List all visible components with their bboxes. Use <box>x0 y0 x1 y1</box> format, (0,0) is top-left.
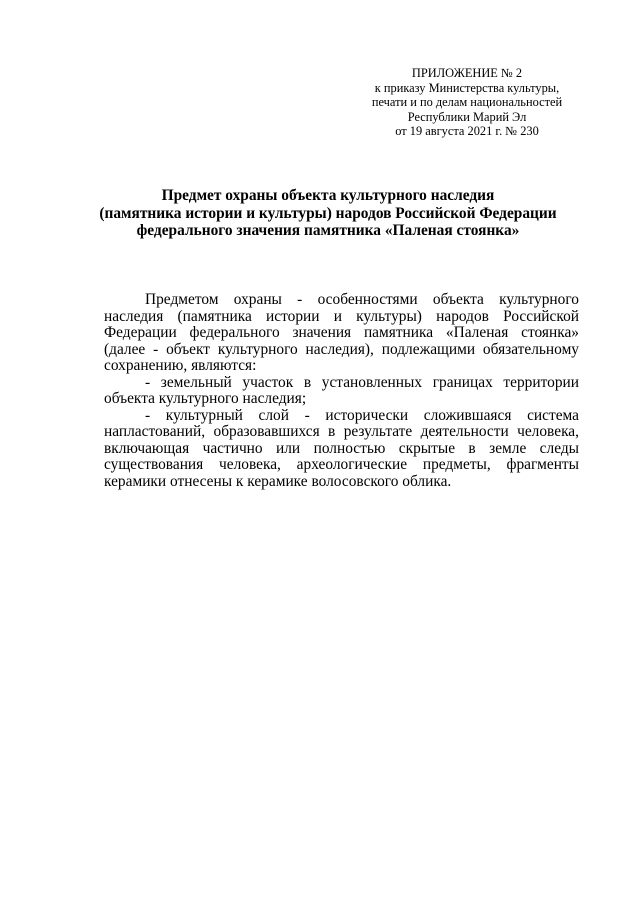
document-body <box>104 292 579 490</box>
ministry-name-line: печати и по делам национальностей <box>371 95 563 109</box>
document-title <box>80 187 576 240</box>
appendix-header <box>358 66 576 139</box>
order-date-number: от 19 августа 2021 г. № 230 <box>395 124 539 138</box>
republic-name-line: Республики Марий Эл <box>407 109 527 124</box>
appendix-number: ПРИЛОЖЕНИЕ № 2 <box>411 66 523 80</box>
title-line-3: федерального значения памятника «Паленая стоянка» <box>136 222 520 240</box>
title-line-2: (памятника истории и культуры) народов Российской Федерации <box>99 204 557 222</box>
title-line-1: Предмет охраны объекта культурного наследия <box>161 187 495 204</box>
list-item-cultural-layer: - культурный слой - исторически сложившаяся система напластований, образовавшихся в результате деятельности человека, включающая частично или полностью скрытые в земле следы существования человека, археологические предметы, фрагменты керамики отнесены к керамике волосовского облика. <box>104 406 579 490</box>
list-item-land-plot: - земельный участок в установленных границах территории объекта культурного наследия; <box>104 373 579 407</box>
intro-paragraph: Предметом охраны - особенностями объекта культурного наследия (памятника истории и культуры) народов Российской Федерации федерального значения памятника «Паленая стоянка» (далее - объект культурного наследия), подлежащими обязательному сохранению, являются: <box>104 291 579 374</box>
order-reference-line: к приказу Министерства культуры, <box>374 80 560 95</box>
